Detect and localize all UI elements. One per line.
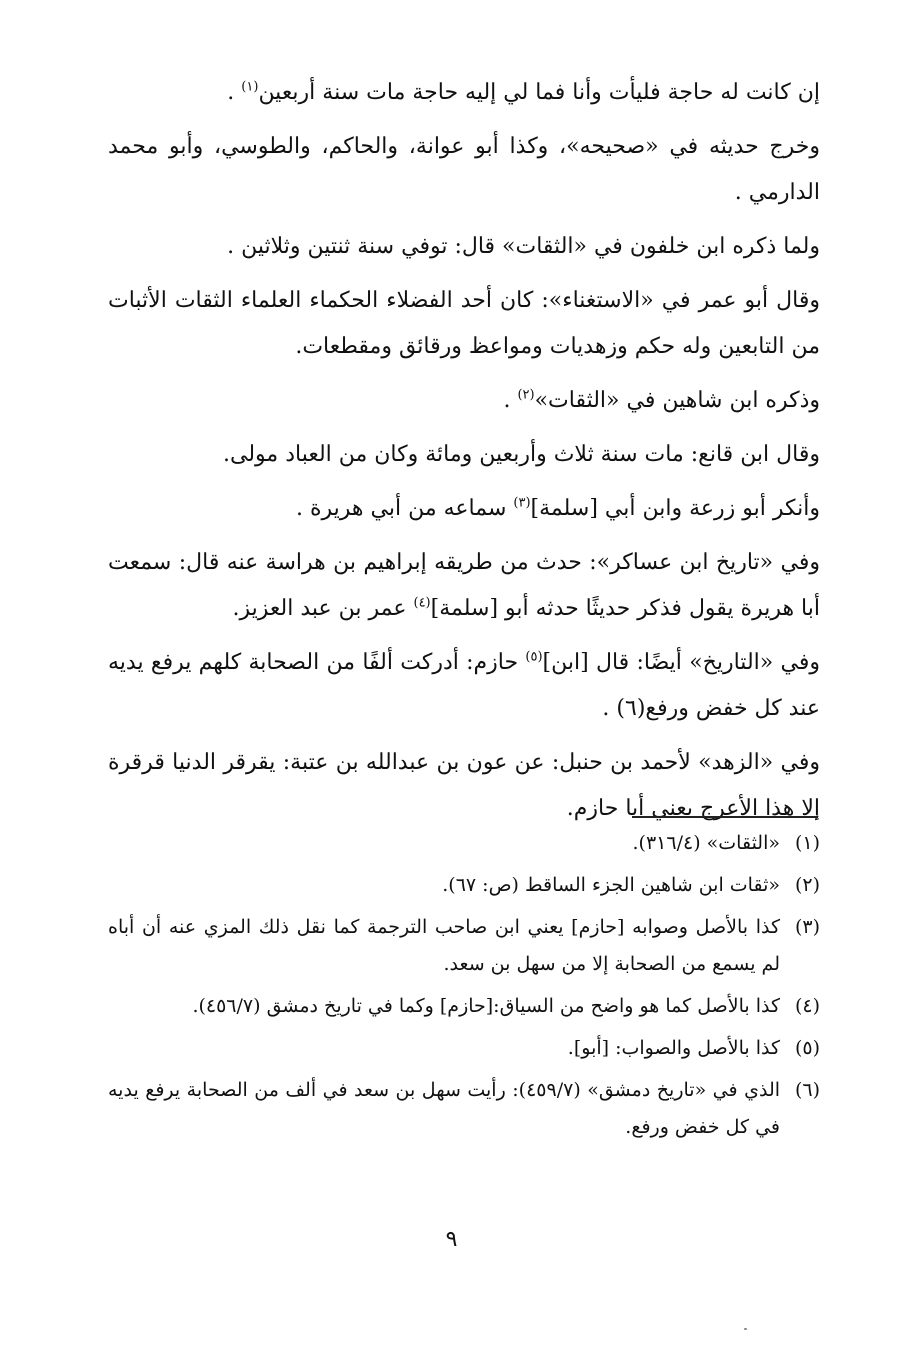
- footnote: [108, 867, 820, 904]
- footnote-ref: (١): [241, 79, 259, 95]
- footnote-text: كذا بالأصل كما هو واضح من السياق:[حازم] وكما في تاريخ دمشق (٤٥٦/٧).: [192, 995, 780, 1017]
- paragraph-text: وفي «تاريخ ابن عساكر»: حدث من طريقه إبراهيم بن هراسة عنه قال: سمعت أبا هريرة يقول فذكر حديثًا حدثه أبو [سلمة]: [108, 550, 820, 621]
- footnote-text: الذي في «تاريخ دمشق» (٤٥٩/٧): رأيت سهل بن سعد في ألف من الصحابة يرفع يديه في كل خفض ورفع.: [108, 1079, 781, 1138]
- footnote: [108, 909, 820, 983]
- footnote-ref: (٣): [513, 495, 531, 511]
- paragraph-text: وذكره ابن شاهين في «الثقات»: [534, 388, 820, 413]
- paragraph-tail: .: [503, 388, 518, 413]
- paragraph: [108, 540, 820, 632]
- footnote-number: (٥): [794, 1037, 820, 1059]
- paragraph-tail: عمر بن عبد العزيز.: [232, 596, 414, 621]
- footnote-separator: [632, 816, 818, 818]
- footnote-text: كذا بالأصل والصواب: [أبو].: [567, 1037, 780, 1059]
- paragraph: [108, 740, 820, 832]
- footnote-number: (١): [794, 832, 820, 854]
- paragraph-text: وخرج حديثه في «صحيحه»، وكذا أبو عوانة، والحاكم، والطوسي، وأبو محمد الدارمي .: [108, 134, 820, 205]
- paragraph: [108, 70, 820, 116]
- footnote: [108, 1030, 820, 1067]
- paragraph-text: إن كانت له حاجة فليأت وأنا فما لي إليه حاجة مات سنة أربعين: [258, 80, 820, 105]
- paragraph: [108, 124, 820, 216]
- footnotes: [108, 825, 820, 1151]
- footnote: [108, 1072, 820, 1146]
- footnote-number: (٢): [794, 874, 820, 896]
- paragraph-tail: .: [227, 80, 242, 105]
- paragraph-text: وقال أبو عمر في «الاستغناء»: كان أحد الفضلاء الحكماء العلماء الثقات الأثبات من التابعين وله حكم وزهديات ومواعظ ورقائق ومقطعات.: [108, 288, 820, 359]
- paragraph-tail: سماعه من أبي هريرة .: [296, 496, 514, 521]
- paragraph-text: وفي «التاريخ» أيضًا: قال [ابن]: [542, 650, 820, 675]
- footnote-text: «الثقات» (٣١٦/٤).: [632, 832, 780, 854]
- paragraph: [108, 432, 820, 478]
- footnote-text: كذا بالأصل وصوابه [حازم] يعني ابن صاحب الترجمة كما نقل ذلك المزي عنه أن أباه لم يسمع من الصحابة إلا من سهل بن سعد.: [108, 916, 780, 975]
- footnote-ref: (٥): [525, 649, 543, 665]
- footnote-number: (٤): [794, 995, 820, 1017]
- paragraph: [108, 640, 820, 732]
- paragraph: [108, 278, 820, 370]
- footnote: [108, 988, 820, 1025]
- footnote-number: (٣): [794, 916, 820, 938]
- paragraph-text: وقال ابن قانع: مات سنة ثلاث وأربعين ومائة وكان من العباد مولى.: [223, 442, 820, 467]
- paragraph-text: وأنكر أبو زرعة وابن أبي [سلمة]: [530, 496, 820, 521]
- paragraph: [108, 224, 820, 270]
- main-text: [108, 70, 820, 840]
- footnote: [108, 825, 820, 862]
- page-number: ٩: [445, 1227, 458, 1252]
- paragraph-text: ولما ذكره ابن خلفون في «الثقات» قال: توفي سنة ثنتين وثلاثين .: [227, 234, 820, 259]
- footnote-ref: (٢): [517, 387, 535, 403]
- paragraph: [108, 378, 820, 424]
- paragraph: [108, 486, 820, 532]
- footnote-number: (٦): [794, 1079, 820, 1101]
- scan-speck: [744, 1328, 747, 1330]
- paragraph-text: وفي «الزهد» لأحمد بن حنبل: عن عون بن عبدالله بن عتبة: يقرقر الدنيا قرقرة إلا هذا الأعرج يعني أبا حازم.: [108, 750, 820, 821]
- footnote-ref: (٤): [413, 595, 431, 611]
- footnote-text: «ثقات ابن شاهين الجزء الساقط (ص: ٦٧).: [442, 874, 780, 896]
- paragraph-tail: حازم: أدركت ألفًا من الصحابة كلهم يرفع يديه عند كل خفض ورفع(٦) .: [108, 650, 820, 721]
